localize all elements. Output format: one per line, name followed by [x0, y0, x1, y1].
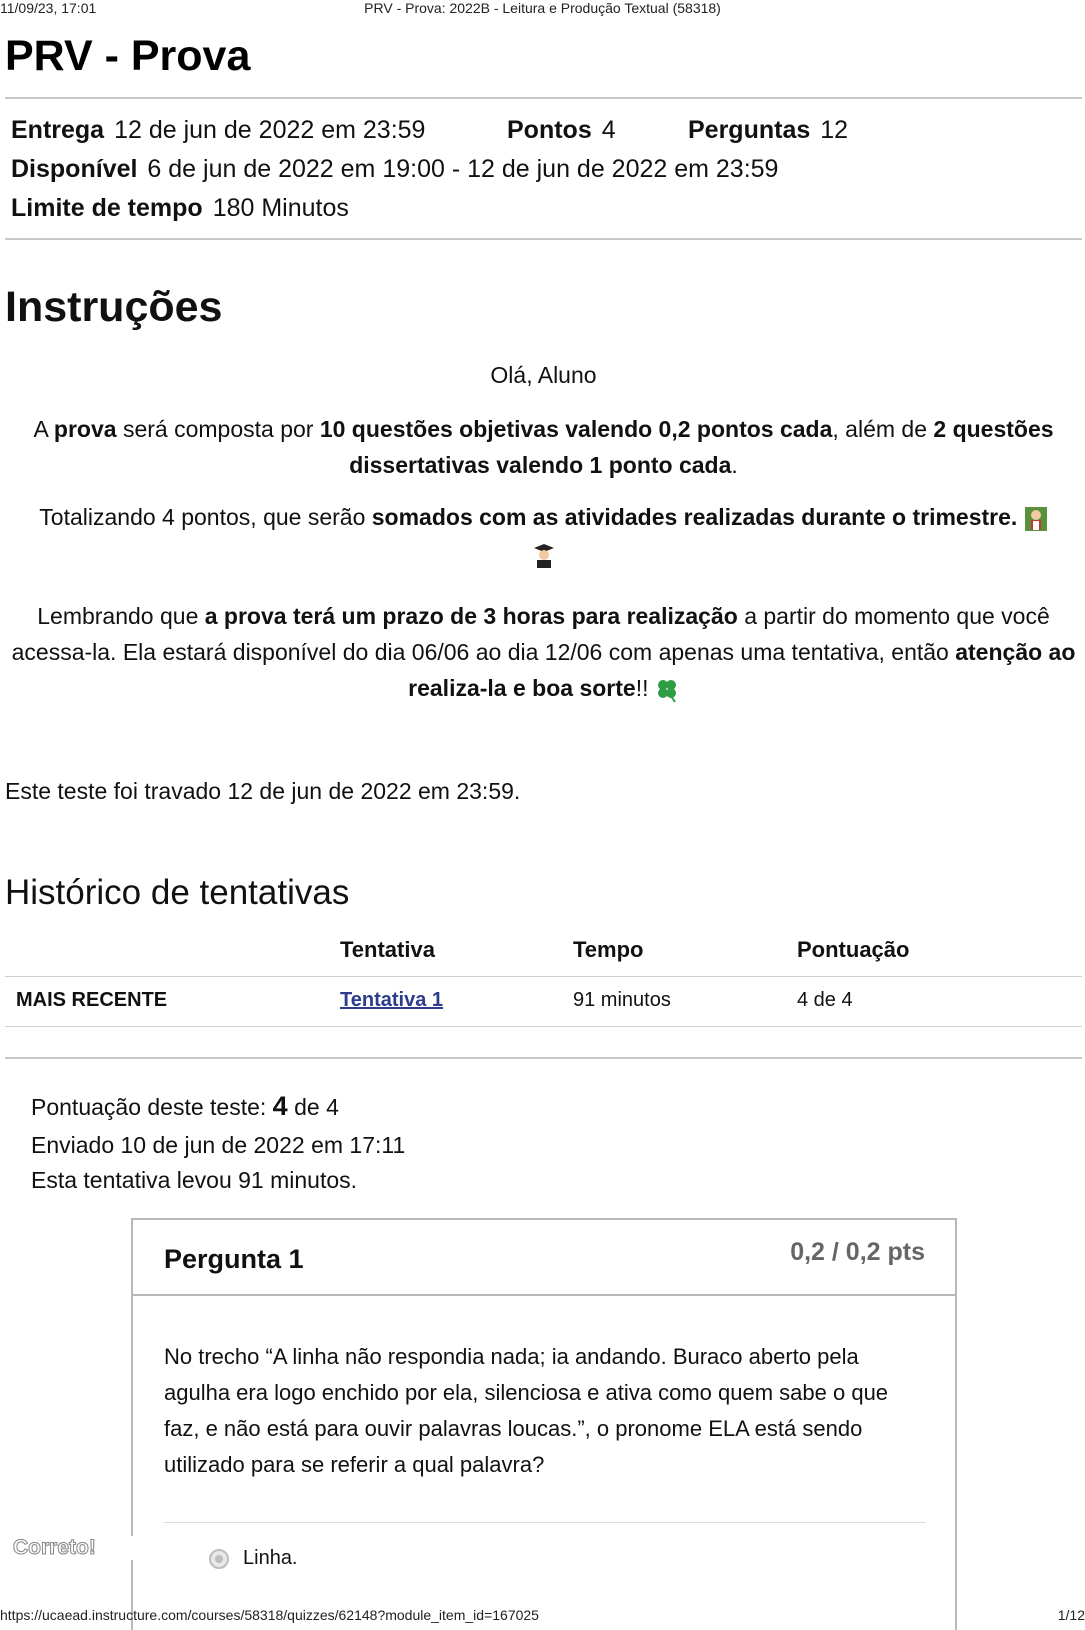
- question-card: [131, 1218, 957, 1630]
- text: Totalizando 4 pontos, que serão: [39, 504, 372, 530]
- question-points: 0,2 / 0,2 pts: [790, 1238, 925, 1266]
- table-divider: [5, 1026, 1082, 1027]
- score-cell: 4 de 4: [797, 989, 853, 1011]
- instructions-heading: Instruções: [5, 283, 223, 331]
- divider: [5, 1057, 1082, 1059]
- greeting: Olá, Aluno: [490, 362, 597, 388]
- question-title: Pergunta 1: [164, 1244, 304, 1274]
- text: a partir do momento que você acessa-la. Ela estará disponível do dia 06/06 ao dia 12/06 com apenas uma tentativa, então: [11, 603, 1050, 665]
- quiz-score: [31, 1091, 339, 1122]
- page-url: https://ucaead.instructure.com/courses/58318/quizzes/62148?module_item_id=167025: [0, 1607, 539, 1623]
- points: [507, 116, 616, 145]
- four-leaf-clover-icon: [655, 677, 679, 703]
- attempt-link[interactable]: Tentativa 1: [340, 989, 443, 1011]
- question-header: [133, 1220, 955, 1296]
- submitted-date: Enviado 10 de jun de 2022 em 17:11: [31, 1132, 406, 1158]
- points-label: Pontos: [507, 116, 592, 144]
- text-bold: a prova terá um prazo de 3 horas para realização: [204, 603, 738, 629]
- print-footer: [0, 1607, 1085, 1623]
- text-bold: prova: [53, 416, 117, 442]
- teacher-emoji-icon: [1024, 506, 1048, 532]
- correct-answer-tag: Correto!: [13, 1536, 136, 1560]
- column-header-time: Tempo: [573, 937, 644, 962]
- text: Lembrando que: [37, 603, 205, 629]
- questions-count: [688, 116, 848, 145]
- radio-selected-icon[interactable]: [209, 1549, 229, 1569]
- table-divider: [5, 976, 1082, 977]
- available-label: Disponível: [11, 155, 138, 183]
- time-limit-label: Limite de tempo: [11, 194, 203, 222]
- time-limit: [11, 194, 349, 223]
- questions-label: Perguntas: [688, 116, 811, 144]
- column-header-score: Pontuação: [797, 937, 910, 962]
- text-bold: atenção ao realiza-la e boa sorte: [408, 639, 1076, 701]
- available-value: 6 de jun de 2022 em 19:00 - 12 de jun de 2022 em 23:59: [147, 155, 779, 183]
- due-date: [11, 116, 425, 145]
- print-title: PRV - Prova: 2022B - Leitura e Produção Textual (58318): [364, 0, 721, 16]
- attempt-cell: [340, 989, 443, 1012]
- text-bold: somados com as atividades realizadas durante o trimestre.: [371, 504, 1018, 530]
- print-header: [0, 0, 1085, 16]
- text: será composta por: [116, 416, 320, 442]
- text-bold: 10 questões objetivas valendo 0,2 pontos cada: [319, 416, 833, 442]
- score-value: 4: [272, 1091, 288, 1121]
- answer-label: Linha.: [243, 1547, 298, 1569]
- divider: [5, 97, 1082, 99]
- answer-divider: [164, 1522, 926, 1523]
- row-label-most-recent: MAIS RECENTE: [16, 989, 168, 1011]
- text: !!: [635, 675, 655, 701]
- text-bold: 2 questões dissertativas valendo 1 ponto cada: [349, 416, 1054, 478]
- quiz-locked-notice: Este teste foi travado 12 de jun de 2022 em 23:59.: [5, 778, 521, 804]
- time-cell: 91 minutos: [573, 989, 671, 1011]
- time-limit-value: 180 Minutos: [212, 194, 349, 222]
- questions-value: 12: [820, 116, 849, 144]
- due-label: Entrega: [11, 116, 105, 144]
- available-range: [11, 155, 778, 184]
- divider: [5, 238, 1082, 240]
- page-title: PRV - Prova: [5, 32, 251, 80]
- due-value: 12 de jun de 2022 em 23:59: [114, 116, 426, 144]
- question-text: No trecho “A linha não respondia nada; ia andando. Buraco aberto pela agulha era logo enchido por ela, silenciosa e ativa como quem sabe o que faz, e não está para ouvir palavras loucas.”, o pronome ELA está sendo utilizado para se referir a qual palavra?: [164, 1344, 889, 1477]
- text: .: [731, 452, 738, 478]
- score-label: Pontuação deste teste:: [31, 1094, 267, 1120]
- page-number: 1/12: [1057, 1607, 1085, 1623]
- score-of: de 4: [294, 1094, 339, 1120]
- print-datetime: 11/09/23, 17:01: [0, 0, 97, 16]
- instructions-paragraph-2: [5, 499, 1082, 571]
- instructions-paragraph-1: [5, 411, 1082, 483]
- attempt-history-heading: Histórico de tentativas: [5, 873, 350, 912]
- graduate-emoji-icon: [532, 542, 556, 568]
- points-value: 4: [601, 116, 616, 144]
- text: A: [33, 416, 54, 442]
- text: , além de: [832, 416, 934, 442]
- attempt-duration: Esta tentativa levou 91 minutos.: [31, 1167, 358, 1193]
- answer-option[interactable]: [209, 1547, 298, 1570]
- column-header-attempt: Tentativa: [340, 937, 435, 962]
- instructions-paragraph-3: [5, 598, 1082, 706]
